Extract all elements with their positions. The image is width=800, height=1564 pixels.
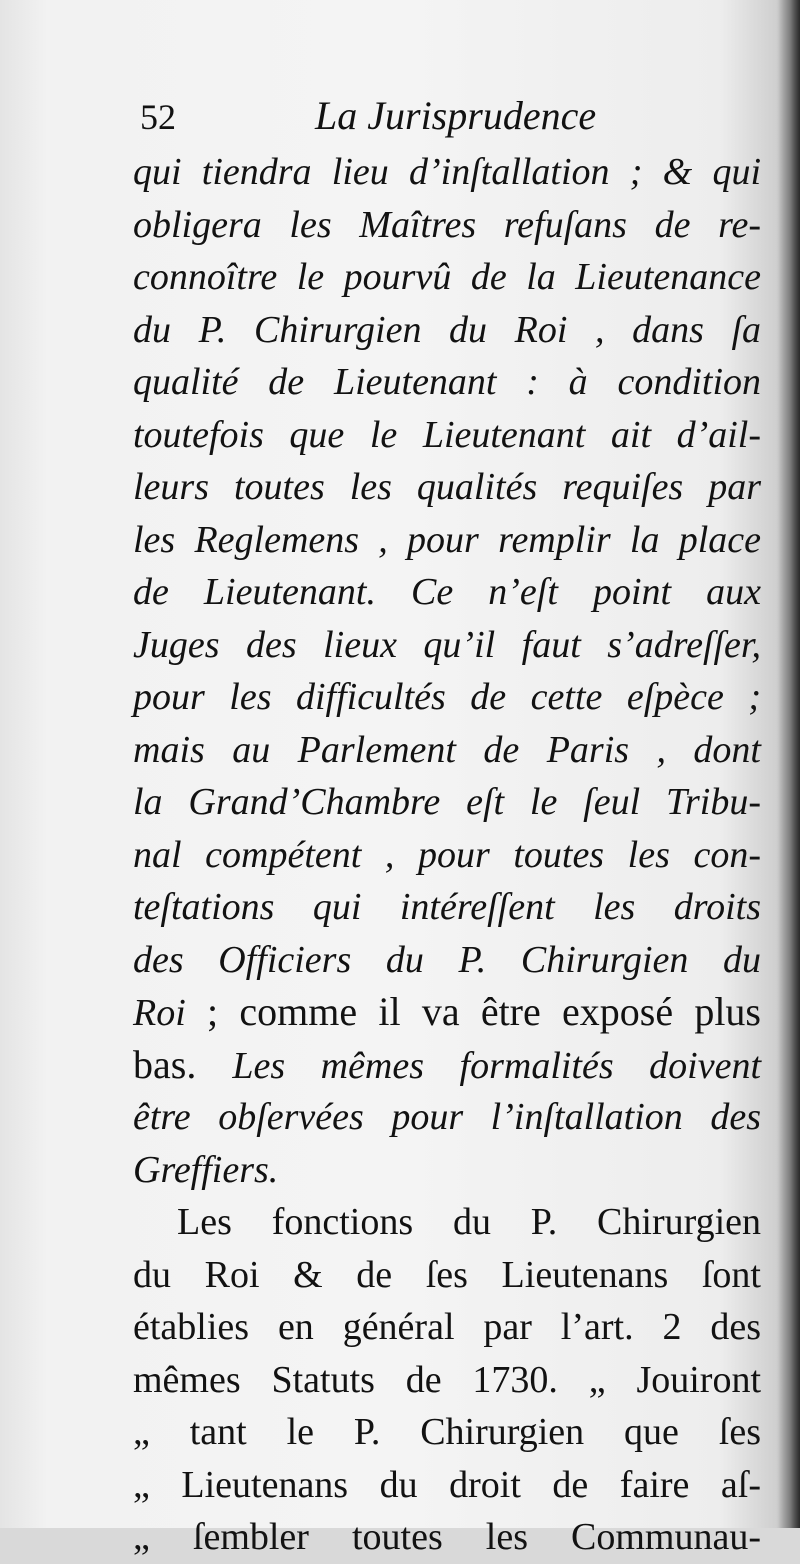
text-line: établies en général par l’art. 2 des: [133, 1306, 761, 1348]
text-line: qui tiendra lieu d’inſtallation ; & qui: [133, 151, 761, 193]
page-spine-shadow: [778, 0, 800, 1528]
italic-run: Les mêmes formalités doivent: [232, 1044, 761, 1087]
text-line-mixed: [133, 1039, 761, 1092]
text-line: Greffiers.: [133, 1148, 279, 1191]
text-line: de Lieutenant. Ce n’eſt point aux: [133, 571, 761, 613]
page-header: [140, 93, 630, 148]
text-line: Juges des lieux qu’il faut s’adreſſer,: [133, 623, 761, 666]
text-line: toutefois que le Lieutenant ait d’ail-: [133, 413, 761, 456]
text-line: connoître le pourvû de la Lieutenance: [133, 256, 761, 298]
text-line: „ ſembler toutes les Communau-: [133, 1516, 761, 1558]
text-line: la Grand’Chambre eſt le ſeul Tribu-: [133, 781, 761, 823]
italic-run: Roi: [133, 992, 186, 1034]
text-line: mais au Parlement de Paris , dont: [133, 728, 761, 771]
text-line: des Officiers du P. Chirurgien du: [133, 938, 761, 981]
roman-run: ; comme il va être exposé plus: [185, 989, 761, 1034]
page-number: 52: [140, 97, 176, 137]
text-line: „ tant le P. Chirurgien que ſes: [133, 1411, 761, 1453]
text-block: [133, 146, 761, 1564]
text-line: obligera les Maîtres refuſans de re-: [133, 203, 761, 246]
text-line: leurs toutes les qualités requiſes par: [133, 466, 761, 508]
text-line: les Reglemens , pour remplir la place: [133, 518, 761, 561]
text-line-mixed: [133, 986, 761, 1039]
text-line: du P. Chirurgien du Roi , dans ſa: [133, 308, 761, 351]
paragraph-first-line: Les fonctions du P. Chirurgien: [177, 1201, 761, 1243]
running-title: La Jurisprudence: [315, 93, 597, 138]
text-line: du Roi & de ſes Lieutenans ſont: [133, 1253, 761, 1296]
text-line: teſtations qui intéreſſent les droits: [133, 886, 761, 928]
text-line: pour les difficultés de cette eſpèce ;: [133, 676, 761, 718]
text-line: être obſervées pour l’inſtallation des: [133, 1096, 761, 1138]
text-line: nal compétent , pour toutes les con-: [133, 833, 761, 876]
text-line: „ Lieutenans du droit de faire aſ-: [133, 1463, 761, 1506]
roman-run: bas.: [133, 1041, 233, 1087]
text-line: mêmes Statuts de 1730. „ Jouiront: [133, 1358, 761, 1401]
text-line: qualité de Lieutenant : à condition: [133, 361, 761, 403]
